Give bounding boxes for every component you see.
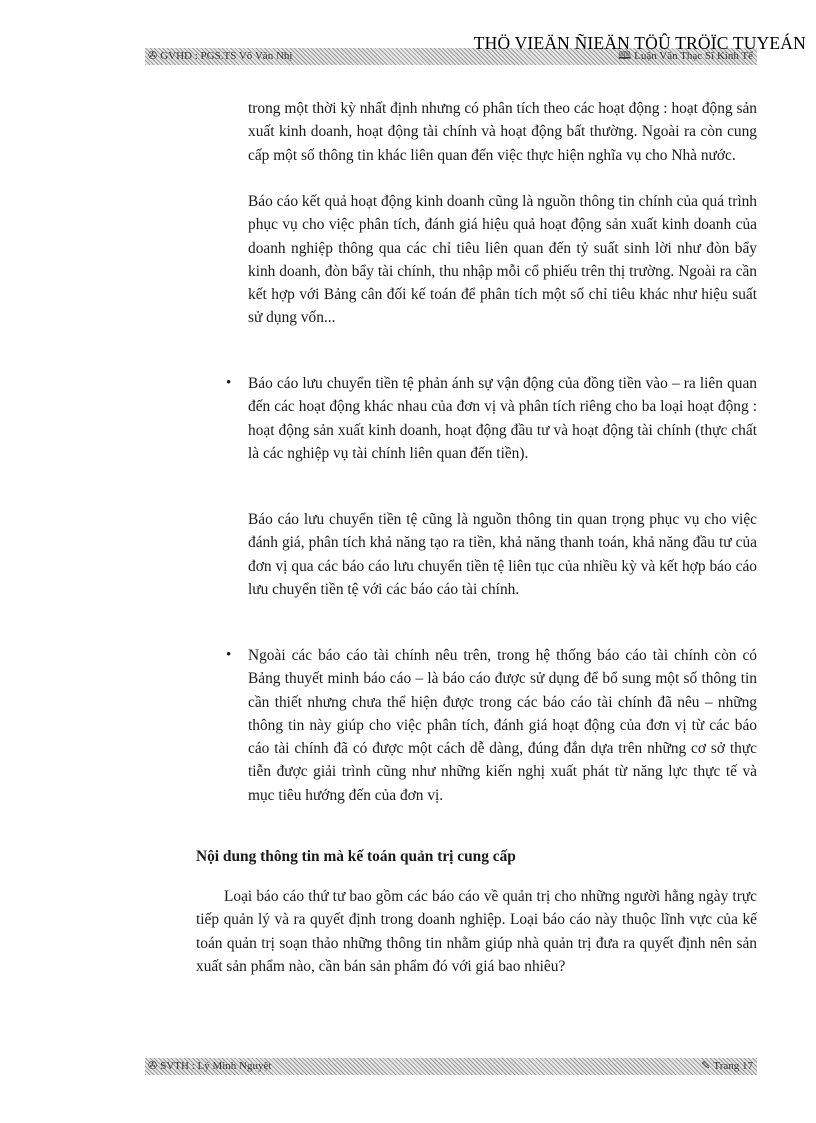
footer-right (701, 1058, 753, 1075)
supervisor-label: GVHD : PGS.TS Võ Văn Nhị (160, 50, 293, 62)
section-heading: Nội dung thông tin mà kế toán quản trị cung cấp (196, 848, 516, 865)
page-footer (145, 1058, 757, 1075)
bullet-icon: • (226, 375, 232, 391)
pen-icon: ✎ (701, 1060, 711, 1072)
bullet-paragraph: Báo cáo lưu chuyển tiền tệ phản ánh sự vận động của đồng tiền vào – ra liên quan đến các hoạt động khác nhau của đơn vị và phân tích riêng cho ba loại hoạt động : hoạt động sản xuất kinh doanh, hoạt động đầu tư và hoạt động tài chính (thực chất là các nghiệp vụ tài chính liên quan đến tiền). (248, 375, 757, 462)
watermark: THÖ VIEÄN ÑIEÄN TÖÛ TRÖÏC TUYEÁN (473, 33, 806, 53)
page-number: Trang 17 (713, 1060, 753, 1072)
header-left (148, 48, 292, 65)
compass-icon: ✇ (148, 50, 158, 62)
paragraph: Báo cáo kết quả hoạt động kinh doanh cũng là nguồn thông tin chính của quá trình phục vụ cho việc phân tích, đánh giá hiệu quả hoạt động sản xuất kinh doanh của doanh nghiệp thông qua các chỉ tiêu liên quan đến tỷ suất sinh lời như đòn bẩy kinh doanh, đòn bẩy tài chính, thu nhập mỗi cổ phiếu trên thị trường. Ngoài ra cần kết hợp với Bảng cân đối kế toán để phân tích một số chỉ tiêu khác như hiệu suất sử dụng vốn... (248, 193, 757, 327)
footer-left (148, 1058, 271, 1075)
compass-icon: ✇ (148, 1060, 158, 1072)
student-label: SVTH : Lý Minh Nguyệt (160, 1060, 272, 1072)
paragraph: Loại báo cáo thứ tư bao gồm các báo cáo về quản trị cho những người hằng ngày trực tiếp quản lý và ra quyết định trong doanh nghiệp. Loại báo cáo này thuộc lĩnh vực của kế toán quản trị soạn thảo những thông tin nhằm giúp nhà quản trị đưa ra quyết định nên sản xuất sản phẩm nào, cần bán sản phẩm đó với giá bao nhiêu? (196, 888, 757, 975)
book-icon: 🕮 (618, 50, 632, 62)
paragraph: trong một thời kỳ nhất định nhưng có phân tích theo các hoạt động : hoạt động sản xuất kinh doanh, hoạt động tài chính và hoạt động bất thường. Ngoài ra còn cung cấp một số thông tin khác liên quan đến việc thực hiện nghĩa vụ cho Nhà nước. (248, 100, 757, 164)
paragraph: Báo cáo lưu chuyển tiền tệ cũng là nguồn thông tin quan trọng phục vụ cho việc đánh giá, phân tích khả năng tạo ra tiền, khả năng thanh toán, khả năng đầu tư của đơn vị qua các báo cáo lưu chuyển tiền tệ liên tục của nhiều kỳ và kết hợp báo cáo lưu chuyển tiền tệ với các báo cáo tài chính. (248, 511, 757, 598)
bullet-icon: • (226, 647, 232, 663)
bullet-paragraph: Ngoài các báo cáo tài chính nêu trên, trong hệ thống báo cáo tài chính còn có Bảng thuyết minh báo cáo – là báo cáo được sử dụng để bổ sung một số thông tin cần thiết nhưng chưa thể hiện được trong các báo cáo tài chính đã nêu – những thông tin này giúp cho việc phân tích, đánh giá hoạt động của đơn vị từ các báo cáo tài chính đã có được một cách dễ dàng, đúng đắn dựa trên những cơ sở thực tiễn được giải trình cũng như những kiến nghị xuất phát từ năng lực thực tế và mục tiêu hướng đến của đơn vị. (248, 647, 757, 804)
thesis-label: Luận Văn Thạc Sĩ Kinh Tế (634, 50, 753, 62)
